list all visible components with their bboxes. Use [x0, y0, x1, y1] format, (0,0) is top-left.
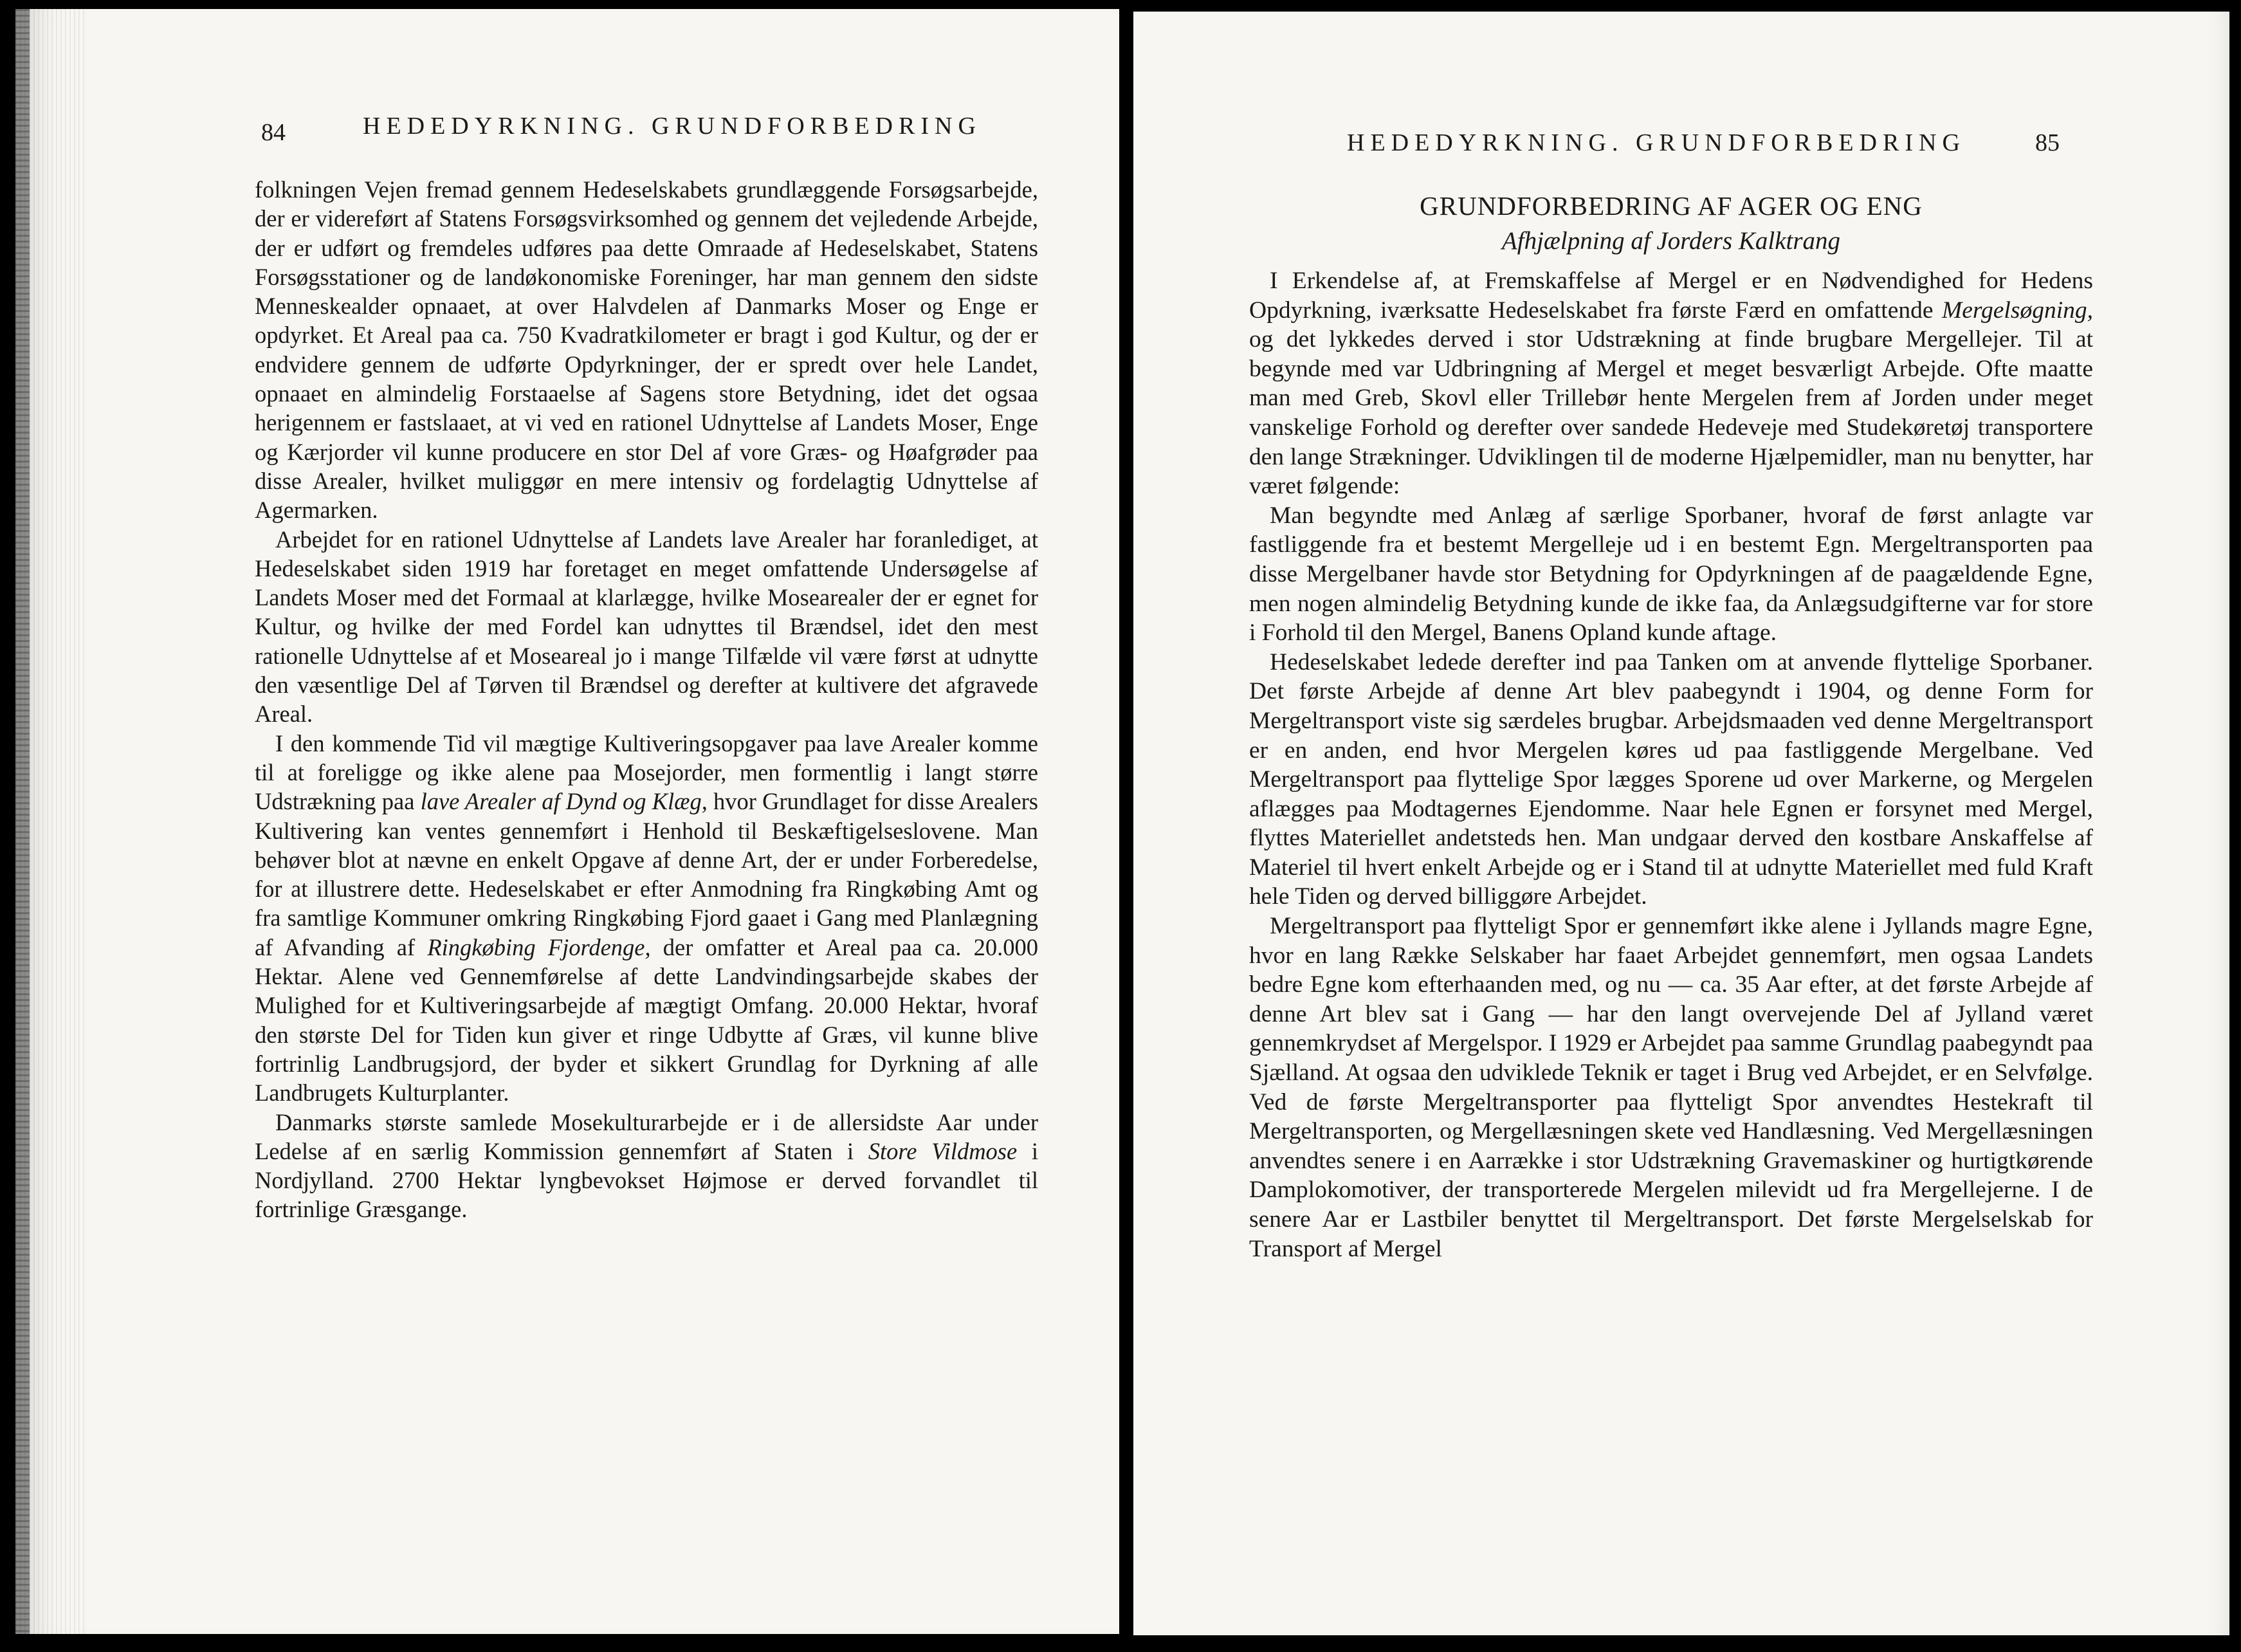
- right-running-head: HEDEDYRKNING. GRUNDFORBEDRING: [1347, 129, 1966, 156]
- right-paragraph-4: [1249, 912, 2093, 1263]
- text-run: Arbejdet for en rationel Udnyttelse af Landets lave Arealer har foranlediget, at Hedeselskabet siden 1919 har foretaget en meget omfattende Undersøgelse af Landets Moser med det Formaal at klarlægge, hvilke Mosearealer der er egnet for Kultur, og hvilke der med Fordel kan udnyttes til Brændsel, idet den mest rationelle Udnyttelse af et Moseareal jo i mange Tilfælde vil være først at udnytte den væsentlige Del af Tørven til Brændsel og derefter at kultivere det afgravede Areal.: [255, 526, 1038, 728]
- text-run: hvor Grundlaget for disse Arealers Kultivering kan ventes gennemført i Henhold til Beskæftigelseslovene. Man behøver blot at nævne en enkelt Opgave af denne Art, der er under Forberedelse, for at illustrere dette. Hedeselskabet er efter Anmodning fra Ringkøbing Amt og fra samtlige Kommuner omkring Ringkøbing Fjord gaaet i Gang med Planlægning af Afvanding af: [255, 788, 1039, 960]
- italic-text-run: Ringkøbing Fjordenge,: [427, 933, 651, 960]
- text-run: der omfatter et Areal paa ca. 20.000 Hektar. Alene ved Gennemførelse af dette Landvindingsarbejde skabes der Mulighed for et Kultiveringsarbejde af mægtigt Omfang. 20.000 Hektar, hvoraf den største Del for Tiden kun giver et ringe Udbytte af Græs, vil kunne blive fortrinlig Landbrugsjord, der byder et sikkert Grundlag for Dyrkning af alle Landbrugets Kulturplanter.: [255, 933, 1038, 1106]
- left-page: [15, 9, 1119, 1634]
- right-body-text: [1249, 266, 2093, 1263]
- text-run: I den kommende Tid vil mægtige Kultiveringsopgaver paa lave Arealer komme til at foreligge og ikke alene paa Mosejorder, men formentlig i langt større Udstrækning paa: [255, 730, 1038, 815]
- section-subtitle: Afhjælpning af Jorders Kalktrang: [1501, 227, 1841, 255]
- text-run: folkningen Vejen fremad gennem Hedeselskabets grundlæggende Forsøgsarbejde, der er videreført af Statens Forsøgsvirksomhed og gennem det vejledende Arbejde, der er udført og fremdeles udføres paa dette Omraade af Hedeselskabet, Statens Forsøgsstationer og de landøkonomiske Foreninger, har man gennem den sidste Menneskealder opnaaet, at over Halvdelen af Danmarks Moser og Enge er opdyrket. Et Areal paa ca. 750 Kvadratkilometer er bragt i god Kultur, og der er endvidere gennem de udførte Opdyrkninger, der er spredt over hele Landet, opnaaet en almindelig Forstaaelse af Sagens store Betydning, idet det ogsaa herigennem er fastslaaet, at vi ved en rationel Udnyttelse af Landets Moser, Enge og Kærjorder vil kunne producere en stor Del af vore Græs- og Høafgrøder paa disse Arealer, hvilket muliggør en mere intensiv og fordelagtig Udnyttelse af Agermarken.: [255, 176, 1038, 524]
- page-stack-edge: [15, 9, 86, 1634]
- right-paragraph-1: [1249, 266, 2093, 501]
- text-run: Danmarks største samlede Mosekulturarbejde er i de allersidste Aar under Ledelse af en særlig Kommission gennemført af Staten i: [255, 1108, 1038, 1164]
- text-run: Man begyndte med Anlæg af særlige Sporbaner, hvoraf de først anlagte var fastliggende fra et bestemt Mergelleje ud i en bestemt Egn. Mergeltransporten paa disse Mergelbaner havde stor Betydning for Opdyrkningen af de paagældende Egne, men nogen almindelig Betydning kunde de ikke faa, da Anlægsudgifterne var for store i Forhold til den Mergel, Banens Opland kunde aftage.: [1249, 502, 2093, 647]
- left-paragraph-2: [255, 525, 1038, 729]
- left-paragraph-4: [255, 1108, 1038, 1224]
- text-run: Mergeltransport paa flytteligt Spor er gennemført ikke alene i Jyllands magre Egne, hvor en lang Række Selskaber har faaet Arbejdet gennemført, men ogsaa Landets bedre Egne kom efterhaanden med, og nu — ca. 35 Aar efter, at det første Arbejde af denne Art blev sat i Gang — har den langt overvejende Del af Jylland været gennemkrydset af Mergelspor. I 1929 er Arbejdet paa samme Grundlag paabegyndt paa Sjælland. At ogsaa den udviklede Teknik er taget i Brug ved Arbejdet, er en Selvfølge. Ved de første Mergeltransporter paa flytteligt Spor anvendtes Hestekraft til Mergeltransporten, og Mergellæsningen skete ved Handlæsning. Ved Mergellæsningen anvendtes senere i en Aarrække i stor Udstrækning Gravemaskiner og hurtigtkørende Damplokomotiver, der transporterede Mergelen milevidt ud fra Mergellejerne. I de senere Aar er Lastbiler benyttet til Mergeltransport. Det første Mergelselskab for Transport af Mergel: [1249, 913, 2093, 1262]
- italic-text-run: lave Arealer af Dynd og Klæg,: [420, 788, 708, 815]
- left-body-text: [255, 175, 1038, 1224]
- left-running-head: HEDEDYRKNING. GRUNDFORBEDRING: [363, 113, 982, 140]
- right-paragraph-3: [1249, 648, 2093, 912]
- section-title: GRUNDFORBEDRING AF AGER OG ENG: [1420, 191, 1923, 221]
- right-paragraph-2: [1249, 501, 2093, 648]
- italic-text-run: Store Vildmose: [868, 1137, 1018, 1164]
- text-run: I Erkendelse af, at Fremskaffelse af Mergel er en Nødvendighed for Hedens Opdyrkning, iværksatte Hedeselskabet fra første Færd en omfattende: [1249, 268, 2093, 324]
- right-page-number: 85: [2035, 129, 2060, 156]
- left-paragraph-1: [255, 175, 1038, 525]
- right-page: [1133, 12, 2229, 1635]
- text-run: og det lykkedes derved i stor Udstrækning at finde brugbare Mergellejer. Til at begynde med var Udbringning af Mergel et meget besværligt Arbejde. Ofte maatte man med Greb, Skovl eller Trillebør hente Mergelen frem af Jorden under meget vanskelige Forhold og derefter over sandede Hedeveje med Studekøretøj transportere den lange Strækninger. Udviklingen til de moderne Hjælpemidler, man nu benytter, har været følgende:: [1249, 326, 2093, 500]
- left-page-number: 84: [261, 119, 286, 146]
- italic-text-run: Mergelsøgning,: [1941, 297, 2093, 324]
- left-paragraph-3: [255, 729, 1038, 1108]
- text-run: i Nordjylland. 2700 Hektar lyngbevokset Højmose er derved forvandlet til fortrinlige Græsgange.: [255, 1137, 1038, 1223]
- text-run: Hedeselskabet ledede derefter ind paa Tanken om at anvende flyttelige Sporbaner. Det første Arbejde af denne Art blev paabegyndt i 1904, og denne Form for Mergeltransport viste sig særdeles brugbar. Arbejdsmaaden ved denne Mergeltransport er en anden, end hvor Mergelen køres ud paa fastliggende Mergelbane. Ved Mergeltransport paa flyttelige Spor lægges Sporene ud over Markerne, og Mergelen aflægges paa Modtagernes Ejendomme. Naar hele Egnen er forsynet med Mergel, flyttes Materiellet andetsteds hen. Man undgaar derved den kostbare Anskaffelse af Materiel til hvert enkelt Arbejde og er i Stand til at udnytte Materiellet med fuld Kraft hele Tiden og derved billiggøre Arbejdet.: [1249, 648, 2093, 910]
